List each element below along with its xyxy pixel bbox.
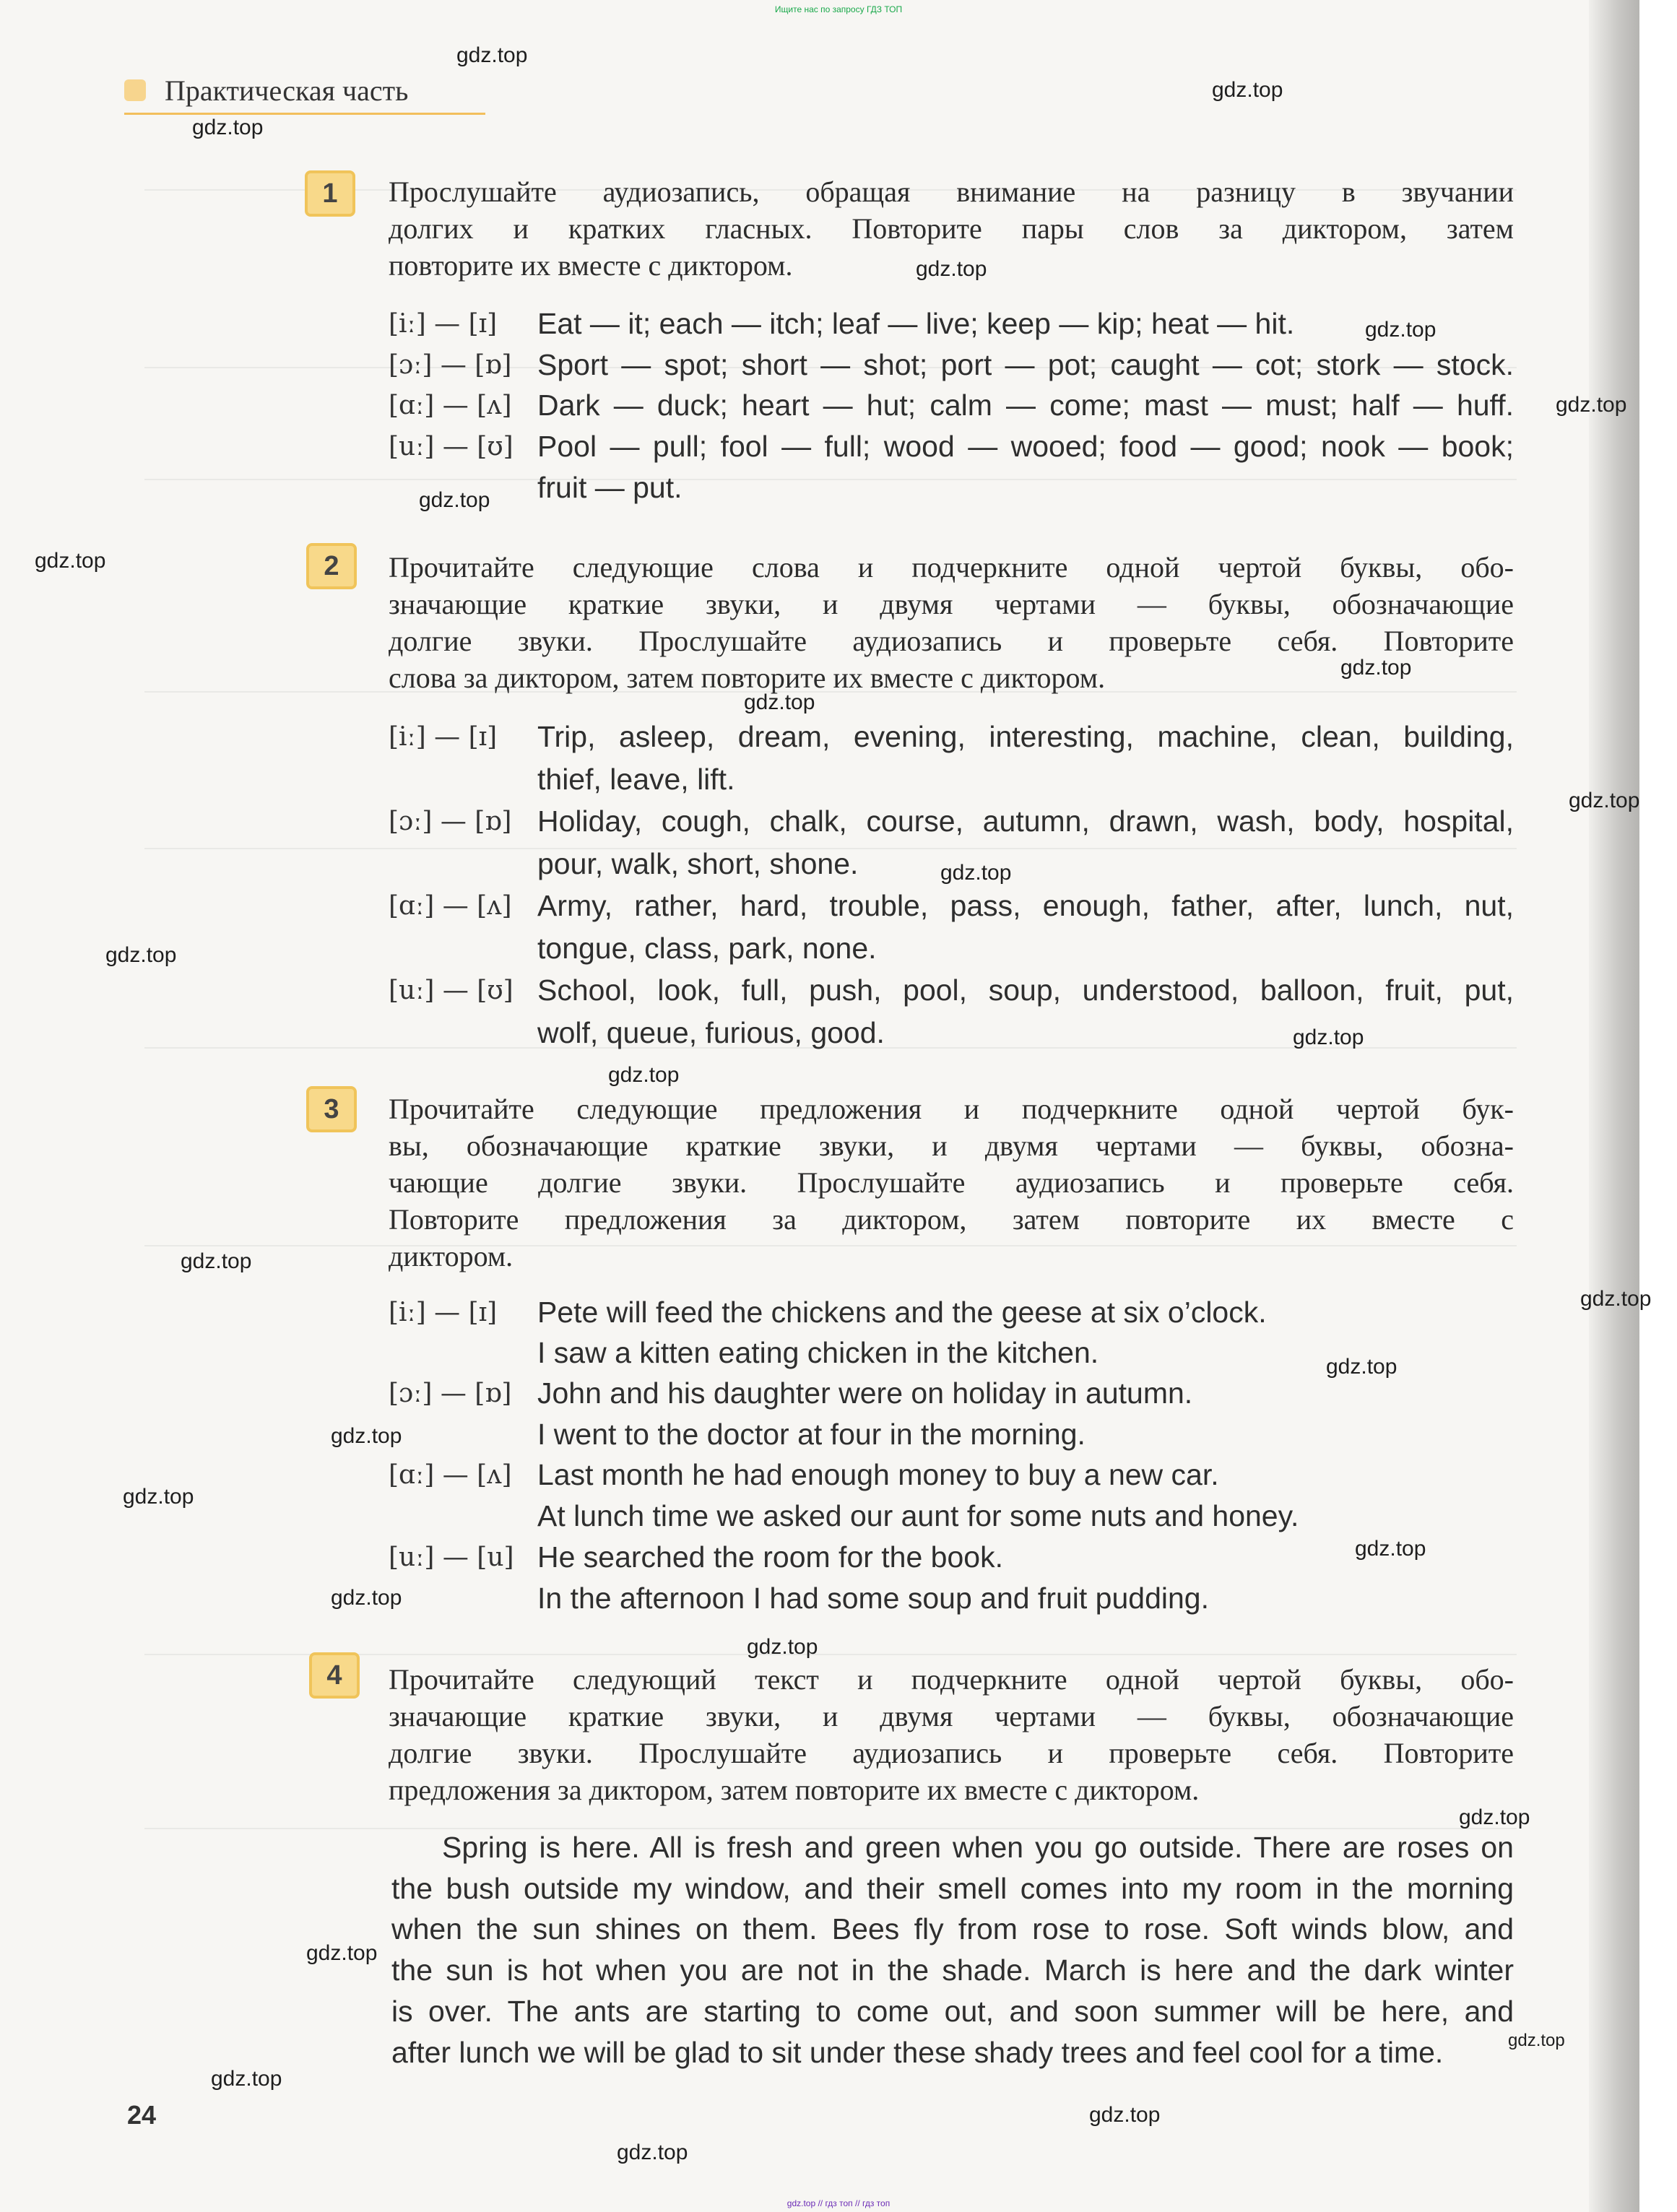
example-line: I saw a kitten eating chicken in the kitchen.	[537, 1336, 1099, 1369]
exercise-number-badge: 4	[309, 1652, 360, 1699]
watermark: gdz.top	[181, 1249, 252, 1273]
watermark: gdz.top	[419, 488, 490, 512]
instruction-line: вы, обозначающие краткие звуки, и двумя чертами — буквы, обозна-	[389, 1129, 1514, 1162]
reading-text-line: is over. The ants are starting to come out, and soon summer will be here, and	[391, 1995, 1514, 2028]
ipa-pair: [ɔː] — [ɒ]	[389, 807, 512, 836]
section-underline	[124, 113, 485, 115]
reading-text-line: the bush outside my window, and their smell comes into my room in the morning	[391, 1872, 1514, 1905]
example-line: School, look, full, push, pool, soup, understood, balloon, fruit, put,	[537, 973, 1514, 1007]
exercise-number-badge: 2	[306, 543, 357, 589]
watermark: gdz.top	[916, 257, 987, 281]
example-line: Sport — spot; short — shot; port — pot; caught — cot; stork — stock.	[537, 348, 1514, 381]
example-line: At lunch time we asked our aunt for some nuts and honey.	[537, 1499, 1299, 1532]
ipa-pair: [uː] — [ʊ]	[389, 976, 514, 1005]
book-spine-shadow	[1589, 0, 1639, 2212]
instruction-line: Прочитайте следующий текст и подчеркните одной чертой буквы, обо-	[389, 1663, 1514, 1696]
reading-text-line: when the sun shines on them. Bees fly from rose to rose. Soft winds blow, and	[391, 1912, 1514, 1946]
ipa-pair: [ɑː] — [ʌ]	[389, 1460, 512, 1490]
watermark: gdz.top	[1089, 2103, 1161, 2127]
footer-banner: gdz.top // гдз топ // гдз топ	[786, 2198, 890, 2208]
example-line: Pool — pull; fool — full; wood — wooed; food — good; nook — book;	[537, 430, 1514, 463]
reading-text-line: the sun is hot when you are not in the shade. March is here and the dark winter	[391, 1953, 1514, 1987]
example-line: wolf, queue, furious, good.	[537, 1016, 885, 1049]
instruction-line: чающие долгие звуки. Прослушайте аудиозапись и проверьте себя.	[389, 1166, 1514, 1199]
example-line: tongue, class, park, none.	[537, 932, 877, 965]
section-marker	[124, 79, 146, 101]
exercise-instruction	[389, 1661, 1514, 1808]
example-line: Trip, asleep, dream, evening, interesting, machine, clean, building,	[537, 720, 1514, 753]
watermark: gdz.top	[1355, 1537, 1426, 1561]
exercise-instruction	[389, 1090, 1514, 1275]
example-line: pour, walk, short, shone.	[537, 847, 859, 880]
watermark: gdz.top	[1326, 1355, 1398, 1379]
example-line: Holiday, cough, chalk, course, autumn, drawn, wash, body, hospital,	[537, 804, 1514, 838]
ipa-pair: [uː] — [u]	[389, 1543, 514, 1572]
instruction-line: Прослушайте аудиозапись, обращая внимание на разницу в звучании	[389, 175, 1514, 208]
watermark: gdz.top	[1556, 393, 1627, 417]
watermark: gdz.top	[940, 861, 1012, 885]
instruction-line: предложения за диктором, затем повторите их вместе с диктором.	[389, 1774, 1200, 1806]
watermark: gdz.top	[617, 2141, 688, 2164]
watermark: gdz.top	[608, 1063, 680, 1087]
watermark: gdz.top	[35, 549, 106, 573]
example-line: thief, leave, lift.	[537, 763, 735, 796]
watermark: gdz.top	[331, 1586, 402, 1610]
reading-text-line: Spring is here. All is fresh and green when you go outside. There are roses on	[442, 1831, 1514, 1864]
watermark: gdz.top	[747, 1635, 818, 1659]
watermark: gdz.top	[1365, 318, 1436, 342]
instruction-line: слова за диктором, затем повторите их вместе с диктором.	[389, 662, 1106, 694]
example-line: Last month he had enough money to buy a new car.	[537, 1458, 1219, 1491]
instruction-line: долгие звуки. Прослушайте аудиозапись и проверьте себя. Повторите	[389, 625, 1514, 657]
instruction-line: повторите их вместе с диктором.	[389, 249, 793, 282]
reading-text-line: after lunch we will be glad to sit under these shady trees and feel cool for a time.	[391, 2036, 1444, 2069]
watermark: gdz.top	[1340, 656, 1412, 680]
example-line: Army, rather, hard, trouble, pass, enough, father, after, lunch, nut,	[537, 889, 1514, 922]
watermark: gdz.top	[744, 690, 815, 714]
example-line: He searched the room for the book.	[537, 1540, 1003, 1574]
example-line: Eat — it; each — itch; leaf — live; keep — kip; heat — hit.	[537, 307, 1295, 340]
ipa-pair: [ɑː] — [ʌ]	[389, 391, 512, 420]
watermark: gdz.top	[1212, 78, 1283, 102]
instruction-line: Повторите предложения за диктором, затем повторите их вместе с	[389, 1203, 1514, 1236]
instruction-line: долгих и кратких гласных. Повторите пары слов за диктором, затем	[389, 212, 1514, 245]
watermark: gdz.top	[105, 943, 177, 967]
ipa-pair: [ɑː] — [ʌ]	[389, 891, 512, 921]
page-number: 24	[127, 2100, 157, 2130]
example-line: fruit — put.	[537, 471, 682, 504]
watermark: gdz.top	[1508, 2031, 1565, 2050]
watermark: gdz.top	[1580, 1287, 1652, 1311]
section-title: Практическая часть	[165, 74, 409, 107]
example-line: John and his daughter were on holiday in autumn.	[537, 1376, 1193, 1410]
watermark: gdz.top	[331, 1424, 402, 1448]
instruction-line: долгие звуки. Прослушайте аудиозапись и проверьте себя. Повторите	[389, 1737, 1514, 1769]
ipa-pair: [ɔː] — [ɒ]	[389, 350, 512, 380]
example-line: I went to the doctor at four in the morning.	[537, 1418, 1086, 1451]
ipa-pair: [iː] — [ɪ]	[389, 1298, 498, 1327]
instruction-line: Прочитайте следующие слова и подчеркните одной чертой буквы, обо-	[389, 551, 1514, 584]
watermark: gdz.top	[456, 43, 528, 67]
watermark: gdz.top	[1569, 789, 1640, 812]
watermark: gdz.top	[306, 1941, 378, 1965]
example-line: Pete will feed the chickens and the geese at six o’clock.	[537, 1296, 1267, 1329]
watermark: gdz.top	[1459, 1805, 1530, 1829]
exercise-number-badge: 1	[305, 170, 355, 217]
ipa-pair: [ɔː] — [ɒ]	[389, 1379, 512, 1408]
exercise-number-badge: 3	[306, 1086, 357, 1132]
example-line: Dark — duck; heart — hut; calm — come; mast — must; half — huff.	[537, 389, 1514, 422]
watermark: gdz.top	[123, 1485, 194, 1509]
watermark: gdz.top	[192, 116, 264, 139]
instruction-line: значающие краткие звуки, и двумя чертами — буквы, обозначающие	[389, 588, 1514, 620]
watermark: gdz.top	[211, 2067, 282, 2091]
header-banner: Ищите нас по запросу ГДЗ ТОП	[774, 4, 903, 14]
instruction-line: Прочитайте следующие предложения и подчеркните одной чертой бук-	[389, 1093, 1514, 1125]
example-line: In the afternoon I had some soup and fruit pudding.	[537, 1582, 1209, 1615]
ipa-pair: [uː] — [ʊ]	[389, 432, 514, 461]
ipa-pair: [iː] — [ɪ]	[389, 309, 498, 339]
watermark: gdz.top	[1293, 1025, 1364, 1049]
ipa-pair: [iː] — [ɪ]	[389, 722, 498, 752]
instruction-line: значающие краткие звуки, и двумя чертами — буквы, обозначающие	[389, 1700, 1514, 1732]
instruction-line: диктором.	[389, 1240, 514, 1272]
